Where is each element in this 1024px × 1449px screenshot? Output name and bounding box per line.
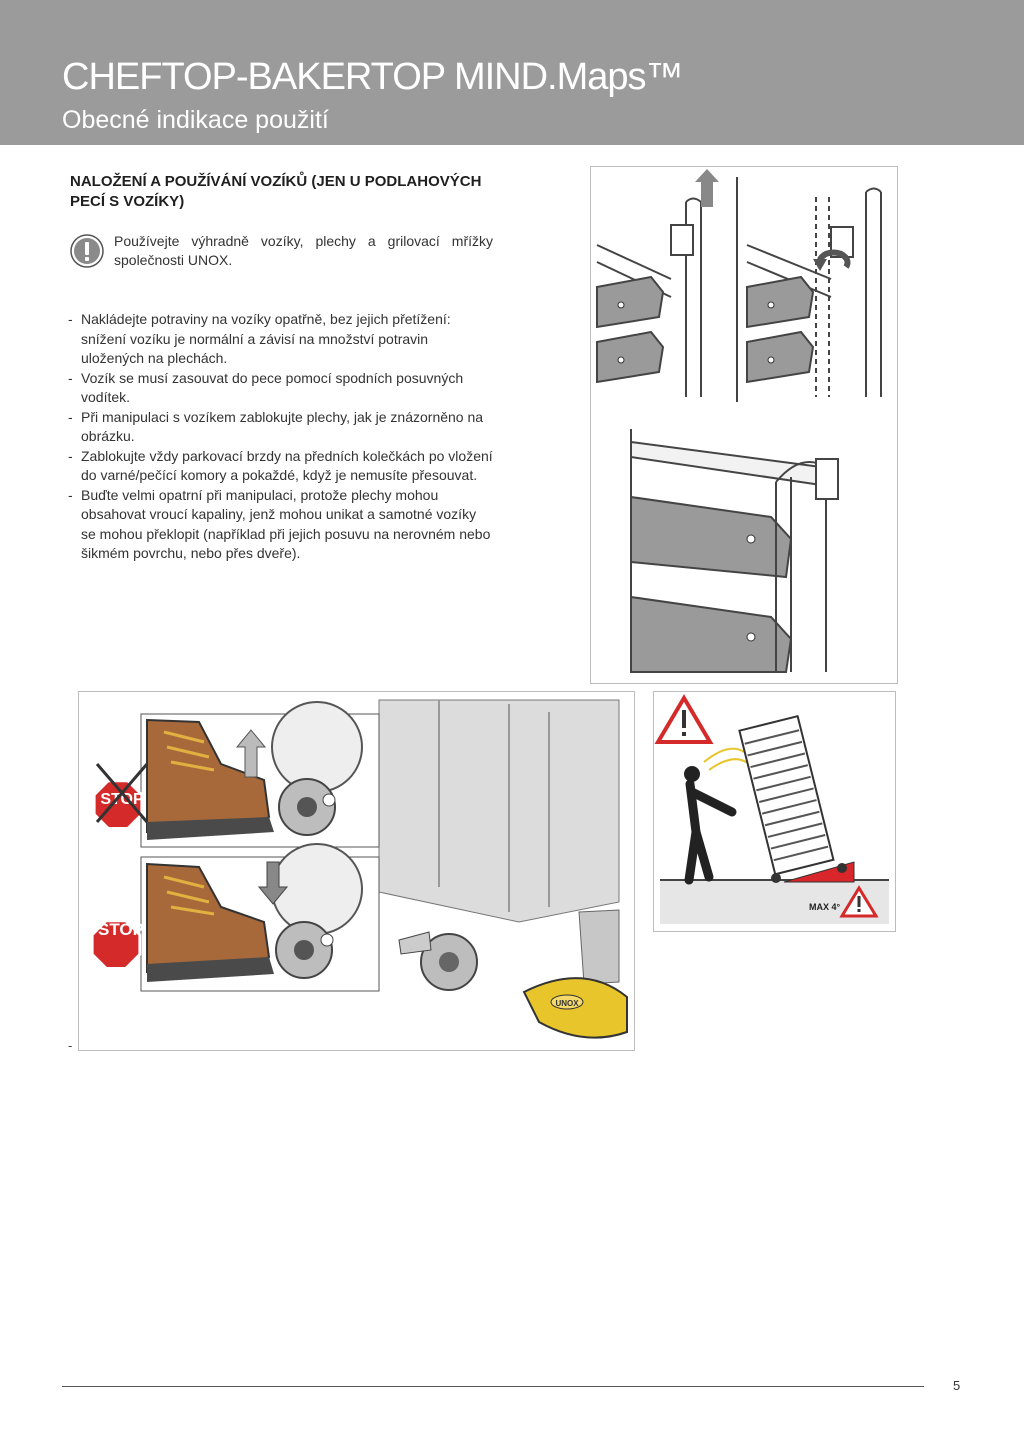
list-item: - Nakládejte potraviny na vozíky opatřně, bez jejich přetížení: snížení vozíku je normální a závisí na množství potravin uložených na plechách.: [68, 311, 451, 366]
stop-sign-label: STOP: [100, 791, 144, 808]
document-title: CHEFTOP-BAKERTOP MIND.Maps™: [62, 56, 683, 98]
slope-warning-figure: [653, 691, 896, 932]
parking-brake-figure: [78, 691, 635, 1051]
page-header: [0, 0, 1024, 145]
list-item: - Při manipulaci s vozíkem zablokujte plechy, jak je znázorněno na obrázku.: [68, 408, 484, 444]
section-heading: NALOŽENÍ A POUŽÍVÁNÍ VOZÍKŮ (JEN U PODLAHOVÝCH PECÍ S VOZÍKY): [70, 173, 482, 210]
instruction-list: [68, 310, 494, 564]
max-slope-label: MAX 4°: [809, 902, 841, 912]
page-number: 5: [953, 1378, 961, 1393]
warning-text: Používejte výhradně vozíky, plechy a grilovací mřížky společnosti UNOX.: [114, 233, 493, 268]
stop-sign-label: STOP: [98, 920, 144, 939]
warning-triangle-icon: [658, 698, 710, 742]
footer-divider: [62, 1386, 924, 1387]
list-item: - Vozík se musí zasouvat do pece pomocí spodních posuvných vodítek.: [68, 369, 464, 405]
tray-lock-figure: [590, 166, 898, 684]
list-item: - Buďte velmi opatrní při manipulaci, protože plechy mohou obsahovat vroucí kapaliny, jenž mohou unikat a samotné vozíky se mohou překlopit (například při jejich posuvu na nerovném nebo šikmém povrchu, nebo přes dveře).: [68, 486, 491, 561]
exclamation-circle-icon: [70, 234, 104, 268]
stop-sign-crossed: [94, 764, 147, 828]
document-subtitle: Obecné indikace použití: [62, 106, 329, 134]
pad-logo: UNOX: [555, 999, 579, 1008]
stop-sign: [92, 920, 144, 968]
stray-mark: -: [68, 1038, 73, 1053]
list-item: - Zablokujte vždy parkovací brzdy na předních kolečkách po vložení do varné/pečící komory a pokaždé, když je nemusíte přesouvat.: [68, 447, 493, 483]
